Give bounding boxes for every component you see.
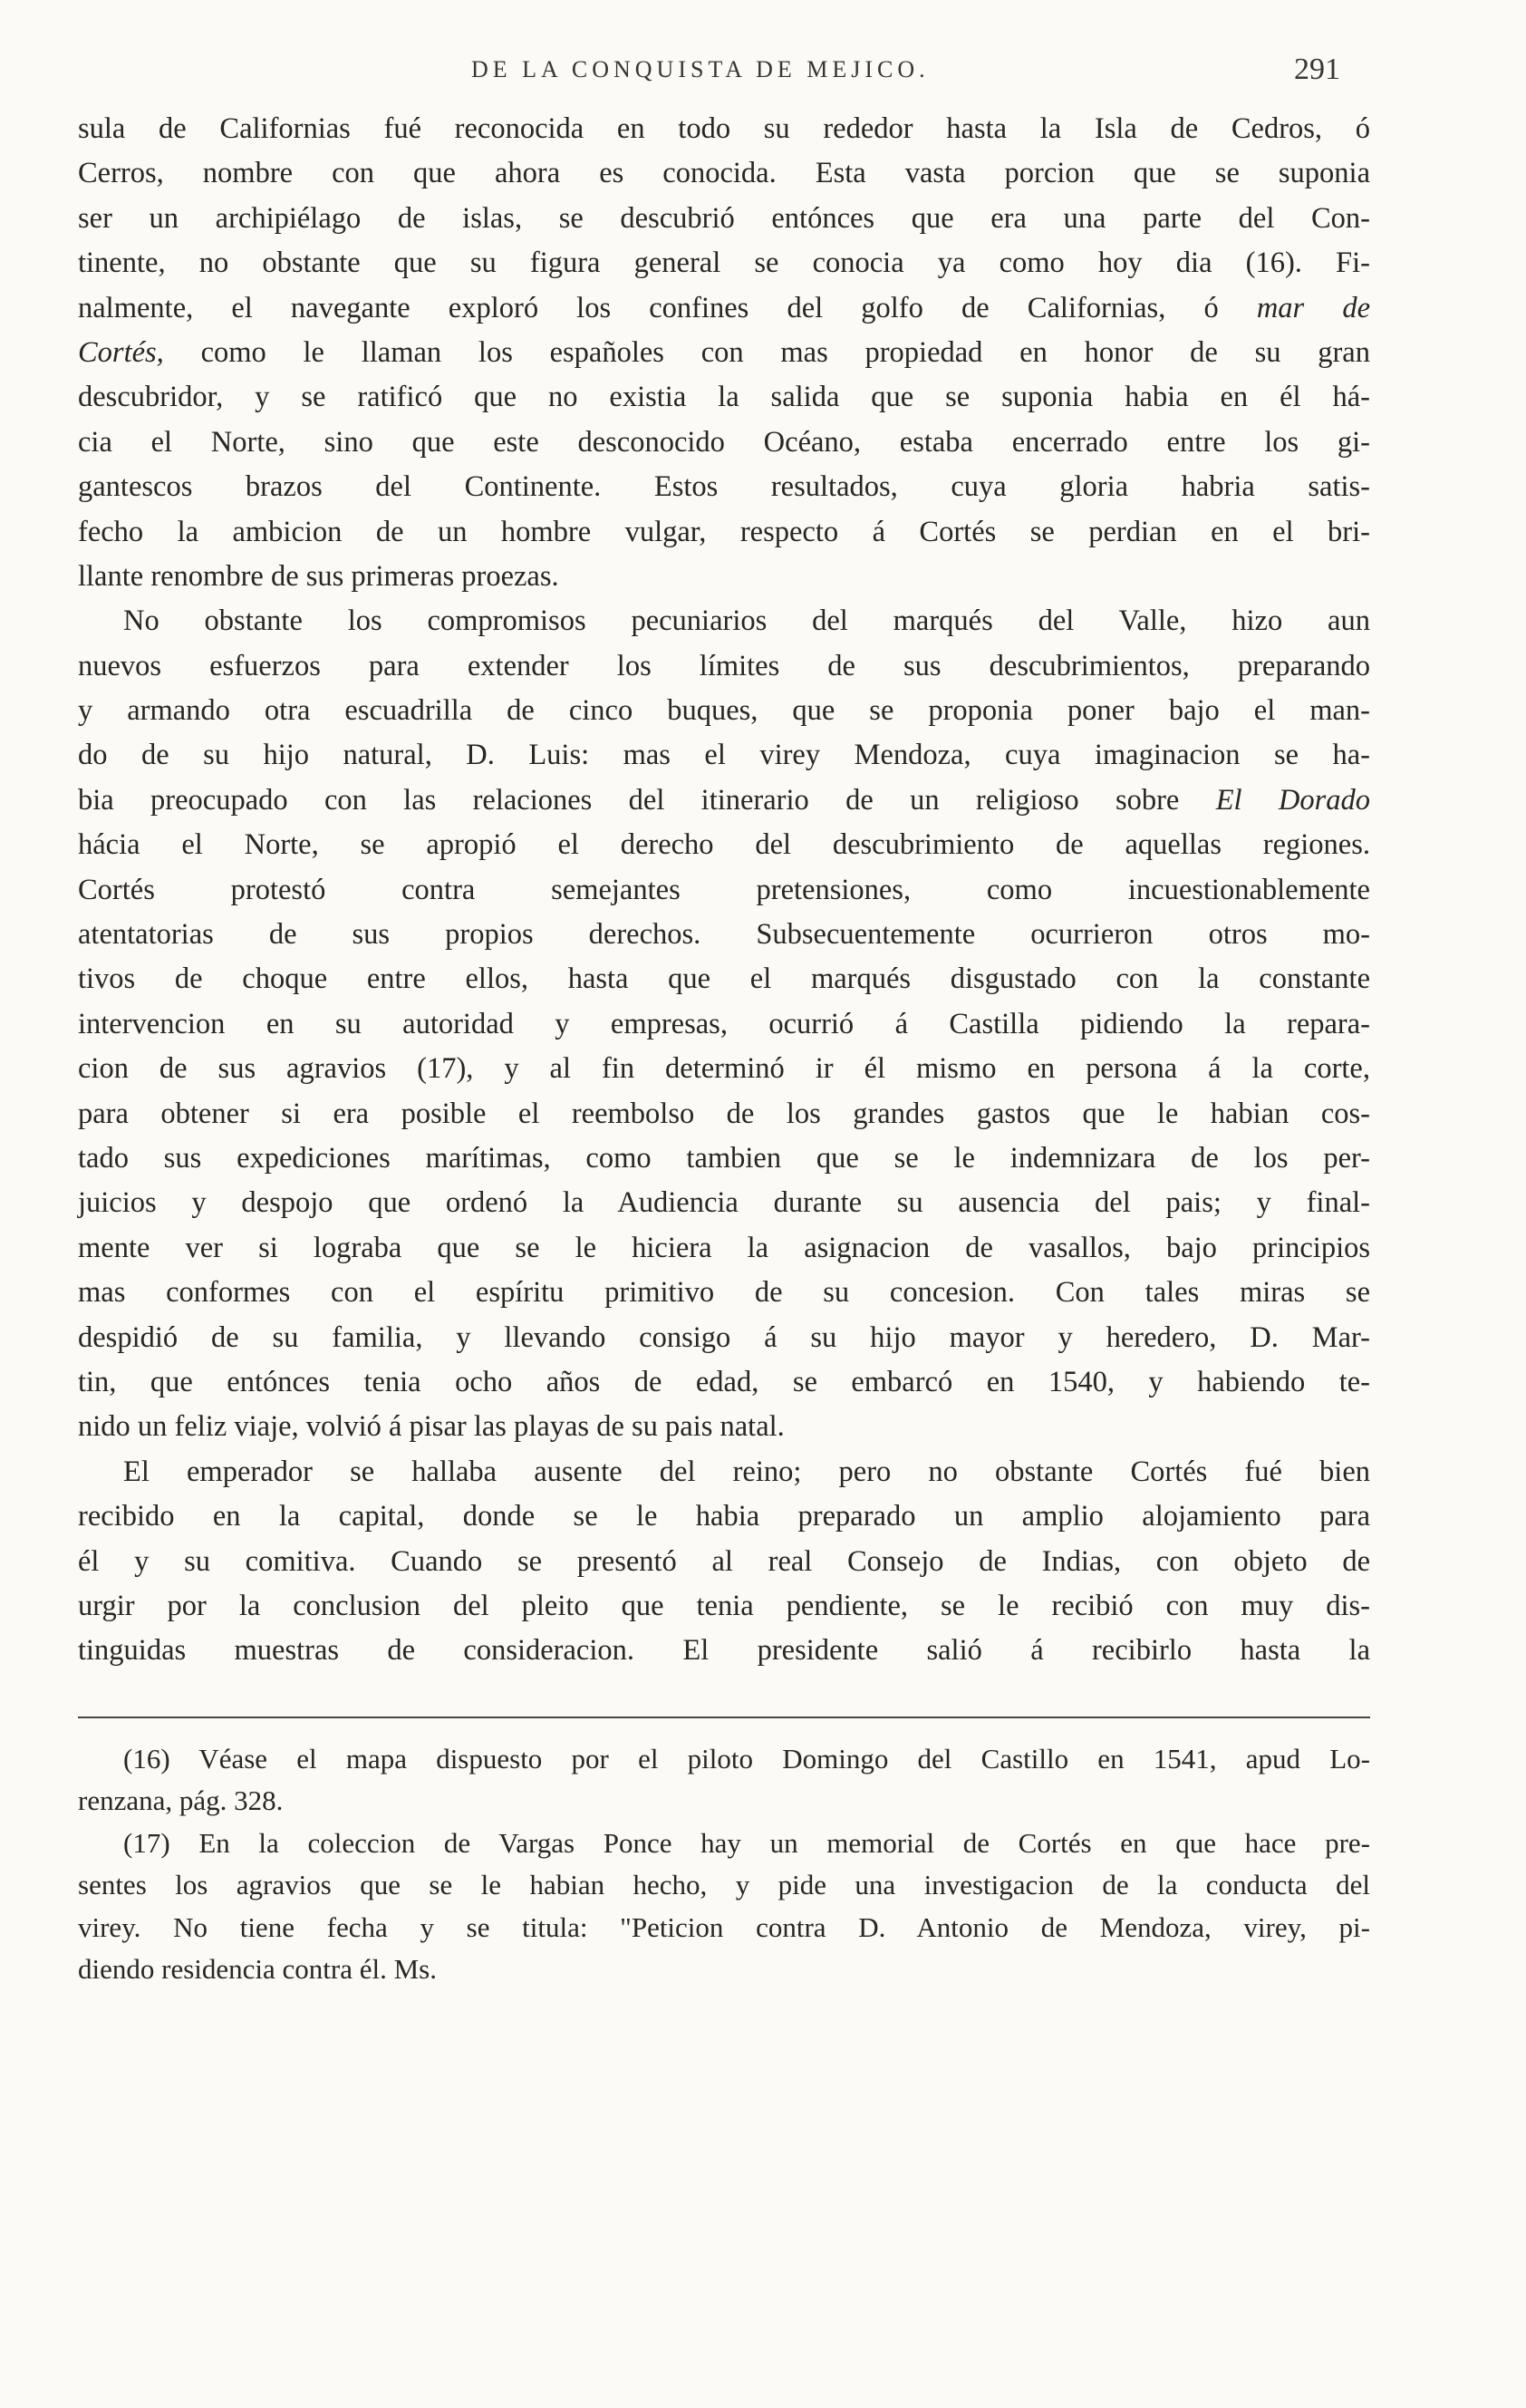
footnote-line: diendo residencia contra él. Ms. <box>78 1952 437 1985</box>
text-line: Cortés protestó contra semejantes pretensiones, como incuestionablemente <box>78 873 1370 906</box>
text-line: tivos de choque entre ellos, hasta que el marqués disgustado con la constante <box>78 962 1370 996</box>
text-line: mas conformes con el espíritu primitivo de su concesion. Con tales miras se <box>78 1276 1370 1310</box>
text-line: mente ver si lograba que se le hiciera la asignacion de vasallos, bajo principios <box>78 1231 1370 1264</box>
text-line <box>78 778 1370 823</box>
paragraph <box>78 599 1370 1449</box>
text-line: recibido en la capital, donde se le habia preparado un amplio alojamiento para <box>78 1500 1370 1533</box>
text-line: cion de sus agravios (17), y al fin determinó ir él mismo en persona á la corte, <box>78 1052 1370 1086</box>
text-line: intervencion en su autoridad y empresas, ocurrió á Castilla pidiendo la repara- <box>78 1007 1370 1040</box>
text-line: juicios y despojo que ordenó la Audiencia durante su ausencia del pais; y final- <box>78 1186 1370 1220</box>
text-line: tinente, no obstante que su figura general se conocia ya como hoy dia (16). Fi- <box>78 247 1370 280</box>
text-fragment: como le llaman los españoles con mas propiedad en honor de su gran <box>163 335 1370 369</box>
text-line: tado sus expediciones marítimas, como tambien que se le indemnizara de los per- <box>78 1141 1370 1175</box>
footnote-line: sentes los agravios que se le habian hecho, y pide una investigacion de la conducta del <box>78 1869 1370 1901</box>
text-line: sula de Californias fué reconocida en todo su rededor hasta la Isla de Cedros, ó <box>78 112 1370 145</box>
text-fragment: nalmente, el navegante exploró los confines del golfo de Californias, ó <box>78 291 1257 324</box>
body-text <box>78 107 1370 1674</box>
text-line: nido un feliz viaje, volvió á pisar las playas de su pais natal. <box>78 1410 785 1444</box>
running-title: DE LA CONQUISTA DE MEJICO. <box>471 56 930 82</box>
text-line: tin, que entónces tenia ocho años de edad, se embarcó en 1540, y habiendo te- <box>78 1365 1370 1398</box>
paragraph <box>78 107 1370 599</box>
text-line: No obstante los compromisos pecuniarios del marqués del Valle, hizo aun <box>123 604 1370 638</box>
text-line <box>78 286 1370 331</box>
text-line: do de su hijo natural, D. Luis: mas el virey Mendoza, cuya imaginacion se ha- <box>78 739 1370 772</box>
text-line <box>78 331 1370 375</box>
footnote-line: virey. No tiene fecha y se titula: "Peticion contra D. Antonio de Mendoza, virey, pi- <box>78 1910 1370 1943</box>
running-head <box>0 53 1526 102</box>
text-line: atentatorias de sus propios derechos. Subsecuentemente ocurrieron otros mo- <box>78 918 1370 952</box>
text-line: El emperador se hallaba ausente del reino; pero no obstante Cortés fué bien <box>123 1455 1370 1488</box>
text-line: gantescos brazos del Continente. Estos resultados, cuya gloria habria satis- <box>78 470 1370 504</box>
footnote-16 <box>78 1738 1370 1823</box>
text-line: despidió de su familia, y llevando consigo á su hijo mayor y heredero, D. Mar- <box>78 1320 1370 1354</box>
footnote-line: (16) Véase el mapa dispuesto por el piloto Domingo del Castillo en 1541, apud Lo- <box>123 1743 1370 1775</box>
footnote-line: (17) En la coleccion de Vargas Ponce hay un memorial de Cortés en que hace pre- <box>123 1826 1370 1859</box>
text-line: cia el Norte, sino que este desconocido Océano, estaba encerrado entre los gi- <box>78 425 1370 459</box>
footnote-divider <box>78 1717 1370 1718</box>
footnotes <box>78 1738 1370 1990</box>
page-number: 291 <box>1294 53 1340 86</box>
text-line: para obtener si era posible el reembolso de los grandes gastos que le habian cos- <box>78 1097 1370 1130</box>
text-line: ser un archipiélago de islas, se descubrió entónces que era una parte del Con- <box>78 201 1370 235</box>
footnote-line: renzana, pág. 328. <box>78 1784 284 1817</box>
text-line: urgir por la conclusion del pleito que tenia pendiente, se le recibió con muy dis- <box>78 1589 1370 1622</box>
text-line: descubridor, y se ratificó que no existia la salida que se suponia habia en él há- <box>78 381 1370 414</box>
italic-fragment: mar de <box>1256 291 1370 324</box>
italic-fragment: Cortés, <box>78 335 164 369</box>
footnote-17 <box>78 1823 1370 1991</box>
paragraph <box>78 1450 1370 1674</box>
text-line: él y su comitiva. Cuando se presentó al real Consejo de Indias, con objeto de <box>78 1544 1370 1578</box>
text-line: y armando otra escuadrilla de cinco buques, que se proponia poner bajo el man- <box>78 694 1370 728</box>
text-line: tinguidas muestras de consideracion. El presidente salió á recibirlo hasta la <box>78 1634 1370 1668</box>
text-line: Cerros, nombre con que ahora es conocida. Esta vasta porcion que se suponia <box>78 157 1370 190</box>
italic-fragment: El Dorado <box>1215 783 1371 817</box>
text-line: nuevos esfuerzos para extender los límites de sus descubrimientos, preparando <box>78 649 1370 682</box>
text-line: llante renombre de sus primeras proezas. <box>78 559 559 593</box>
text-line: hácia el Norte, se apropió el derecho del descubrimiento de aquellas regiones. <box>78 828 1370 862</box>
text-line: fecho la ambicion de un hombre vulgar, respecto á Cortés se perdian en el bri- <box>78 515 1370 548</box>
text-fragment: bia preocupado con las relaciones del itinerario de un religioso sobre <box>78 783 1216 817</box>
